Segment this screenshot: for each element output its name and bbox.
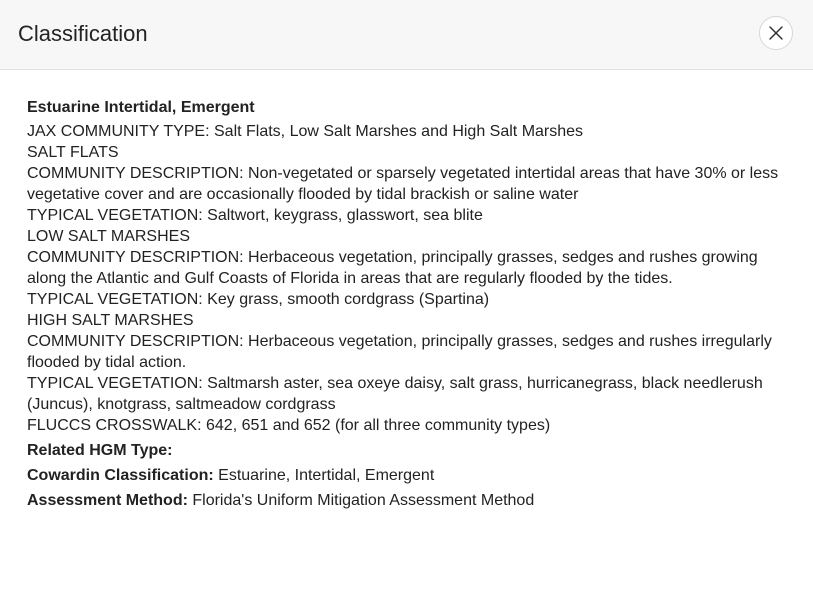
description-line: TYPICAL VEGETATION: Key grass, smooth cordgrass (Spartina) bbox=[27, 291, 490, 308]
cowardin-row bbox=[27, 465, 797, 486]
assessment-method-row bbox=[27, 490, 797, 511]
related-hgm-label: Related HGM Type: bbox=[27, 442, 173, 459]
description-line: FLUCCS CROSSWALK: 642, 651 and 652 (for all three community types) bbox=[27, 417, 551, 434]
classification-content bbox=[27, 97, 797, 511]
dialog-header bbox=[0, 0, 813, 70]
cowardin-value: Estuarine, Intertidal, Emergent bbox=[218, 467, 435, 484]
description-line: TYPICAL VEGETATION: Saltwort, keygrass, glasswort, sea blite bbox=[27, 207, 483, 224]
description-line: JAX COMMUNITY TYPE: Salt Flats, Low Salt Marshes and High Salt Marshes bbox=[27, 123, 584, 140]
description-line: TYPICAL VEGETATION: Saltmarsh aster, sea oxeye daisy, salt grass, hurricanegrass, black needlerush (Juncus), knotgrass, saltmeadow cordgrass bbox=[27, 375, 763, 413]
dialog-title: Classification bbox=[18, 21, 148, 46]
assessment-method-value: Florida's Uniform Mitigation Assessment Method bbox=[192, 492, 535, 509]
close-icon bbox=[768, 25, 784, 41]
description-line: COMMUNITY DESCRIPTION: Herbaceous vegetation, principally grasses, sedges and rushes irregularly flooded by tidal action. bbox=[27, 333, 772, 371]
related-hgm-row bbox=[27, 440, 797, 461]
close-button[interactable] bbox=[759, 16, 793, 50]
description-line: SALT FLATS bbox=[27, 144, 119, 161]
description-line: COMMUNITY DESCRIPTION: Herbaceous vegetation, principally grasses, sedges and rushes growing along the Atlantic and Gulf Coasts of Florida in areas that are regularly flooded by the tides. bbox=[27, 249, 758, 287]
description-line: COMMUNITY DESCRIPTION: Non-vegetated or sparsely vegetated intertidal areas that have 30% or less vegetative cover and are occasionally flooded by tidal brackish or saline water bbox=[27, 165, 779, 203]
description-block bbox=[27, 121, 797, 436]
cowardin-label: Cowardin Classification: bbox=[27, 467, 214, 484]
classification-heading: Estuarine Intertidal, Emergent bbox=[27, 99, 255, 116]
assessment-method-label: Assessment Method: bbox=[27, 492, 188, 509]
description-line: HIGH SALT MARSHES bbox=[27, 312, 194, 329]
description-line: LOW SALT MARSHES bbox=[27, 228, 190, 245]
